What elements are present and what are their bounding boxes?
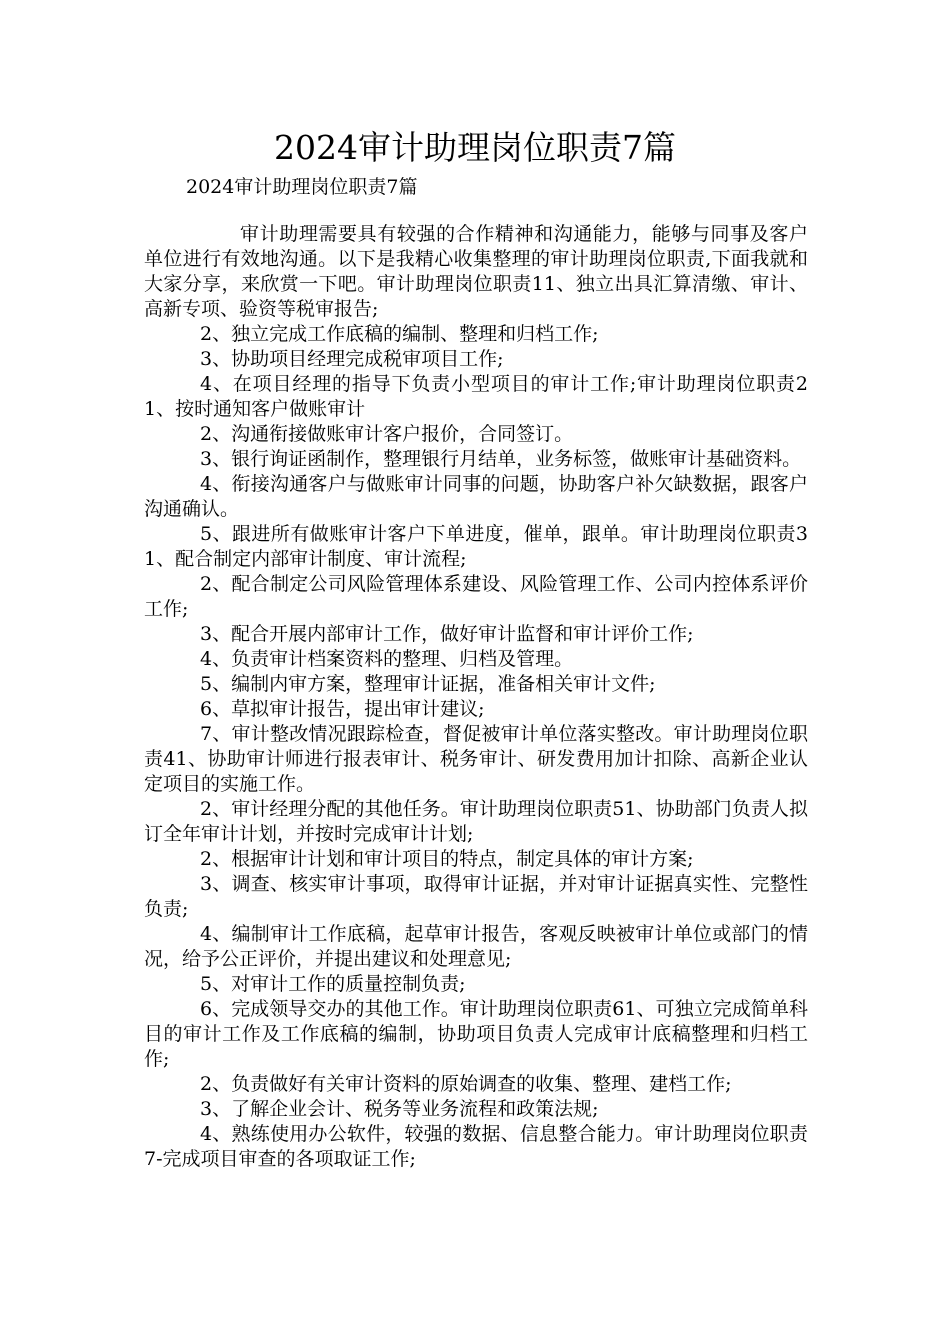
body-paragraph: 4、衔接沟通客户与做账审计同事的问题，协助客户补欠缺数据，跟客户沟通确认。	[144, 473, 808, 520]
body-paragraph: 4、熟练使用办公软件，较强的数据、信息整合能力。审计助理岗位职责7-完成项目审查的各项取证工作;	[144, 1123, 808, 1170]
body-paragraph: 2、独立完成工作底稿的编制、整理和归档工作;	[200, 323, 599, 345]
document-title: 2024审计助理岗位职责7篇	[274, 128, 676, 167]
body-paragraph: 4、编制审计工作底稿，起草审计报告，客观反映被审计单位或部门的情况，给予公正评价，并提出建议和处理意见;	[144, 923, 808, 970]
body-paragraph: 5、跟进所有做账审计客户下单进度，催单，跟单。审计助理岗位职责31、配合制定内部审计制度、审计流程;	[144, 523, 808, 570]
body-paragraph: 6、草拟审计报告，提出审计建议;	[200, 698, 485, 720]
body-paragraph: 审计助理需要具有较强的合作精神和沟通能力，能够与同事及客户单位进行有效地沟通。以下是我精心收集整理的审计助理岗位职责,下面我就和大家分享，来欣赏一下吧。审计助理岗位职责11、独立出具汇算清缴、审计、高新专项、验资等税审报告;	[144, 223, 808, 320]
body-paragraph: 5、编制内审方案，整理审计证据，准备相关审计文件;	[200, 673, 656, 695]
body-paragraph: 5、对审计工作的质量控制负责;	[200, 973, 466, 995]
body-paragraph: 2、配合制定公司风险管理体系建设、风险管理工作、公司内控体系评价工作;	[144, 573, 808, 620]
body-paragraph: 4、负责审计档案资料的整理、归档及管理。	[200, 648, 574, 670]
body-paragraph: 3、了解企业会计、税务等业务流程和政策法规;	[200, 1098, 599, 1120]
body-paragraph: 2、根据审计计划和审计项目的特点，制定具体的审计方案;	[200, 848, 694, 870]
body-paragraph: 2、沟通衔接做账审计客户报价，合同签订。	[200, 423, 574, 445]
body-paragraph: 7、审计整改情况跟踪检查，督促被审计单位落实整改。审计助理岗位职责41、协助审计师进行报表审计、税务审计、研发费用加计扣除、高新企业认定项目的实施工作。	[144, 723, 808, 795]
body-paragraph: 4、在项目经理的指导下负责小型项目的审计工作;审计助理岗位职责21、按时通知客户做账审计	[144, 373, 808, 420]
body-paragraph: 2、审计经理分配的其他任务。审计助理岗位职责51、协助部门负责人拟订全年审计计划，并按时完成审计计划;	[144, 798, 808, 845]
document-subtitle: 2024审计助理岗位职责7篇	[186, 176, 418, 198]
body-paragraph: 3、银行询证函制作，整理银行月结单，业务标签，做账审计基础资料。	[200, 448, 802, 470]
body-paragraph: 3、调查、核实审计事项，取得审计证据，并对审计证据真实性、完整性负责;	[144, 873, 808, 920]
body-paragraph: 3、配合开展内部审计工作，做好审计监督和审计评价工作;	[200, 623, 694, 645]
body-paragraph: 6、完成领导交办的其他工作。审计助理岗位职责61、可独立完成简单科目的审计工作及工作底稿的编制，协助项目负责人完成审计底稿整理和归档工作;	[144, 998, 808, 1070]
body-paragraph: 2、负责做好有关审计资料的原始调查的收集、整理、建档工作;	[200, 1073, 732, 1095]
document-body	[144, 222, 808, 1172]
body-paragraph: 3、协助项目经理完成税审项目工作;	[200, 348, 504, 370]
